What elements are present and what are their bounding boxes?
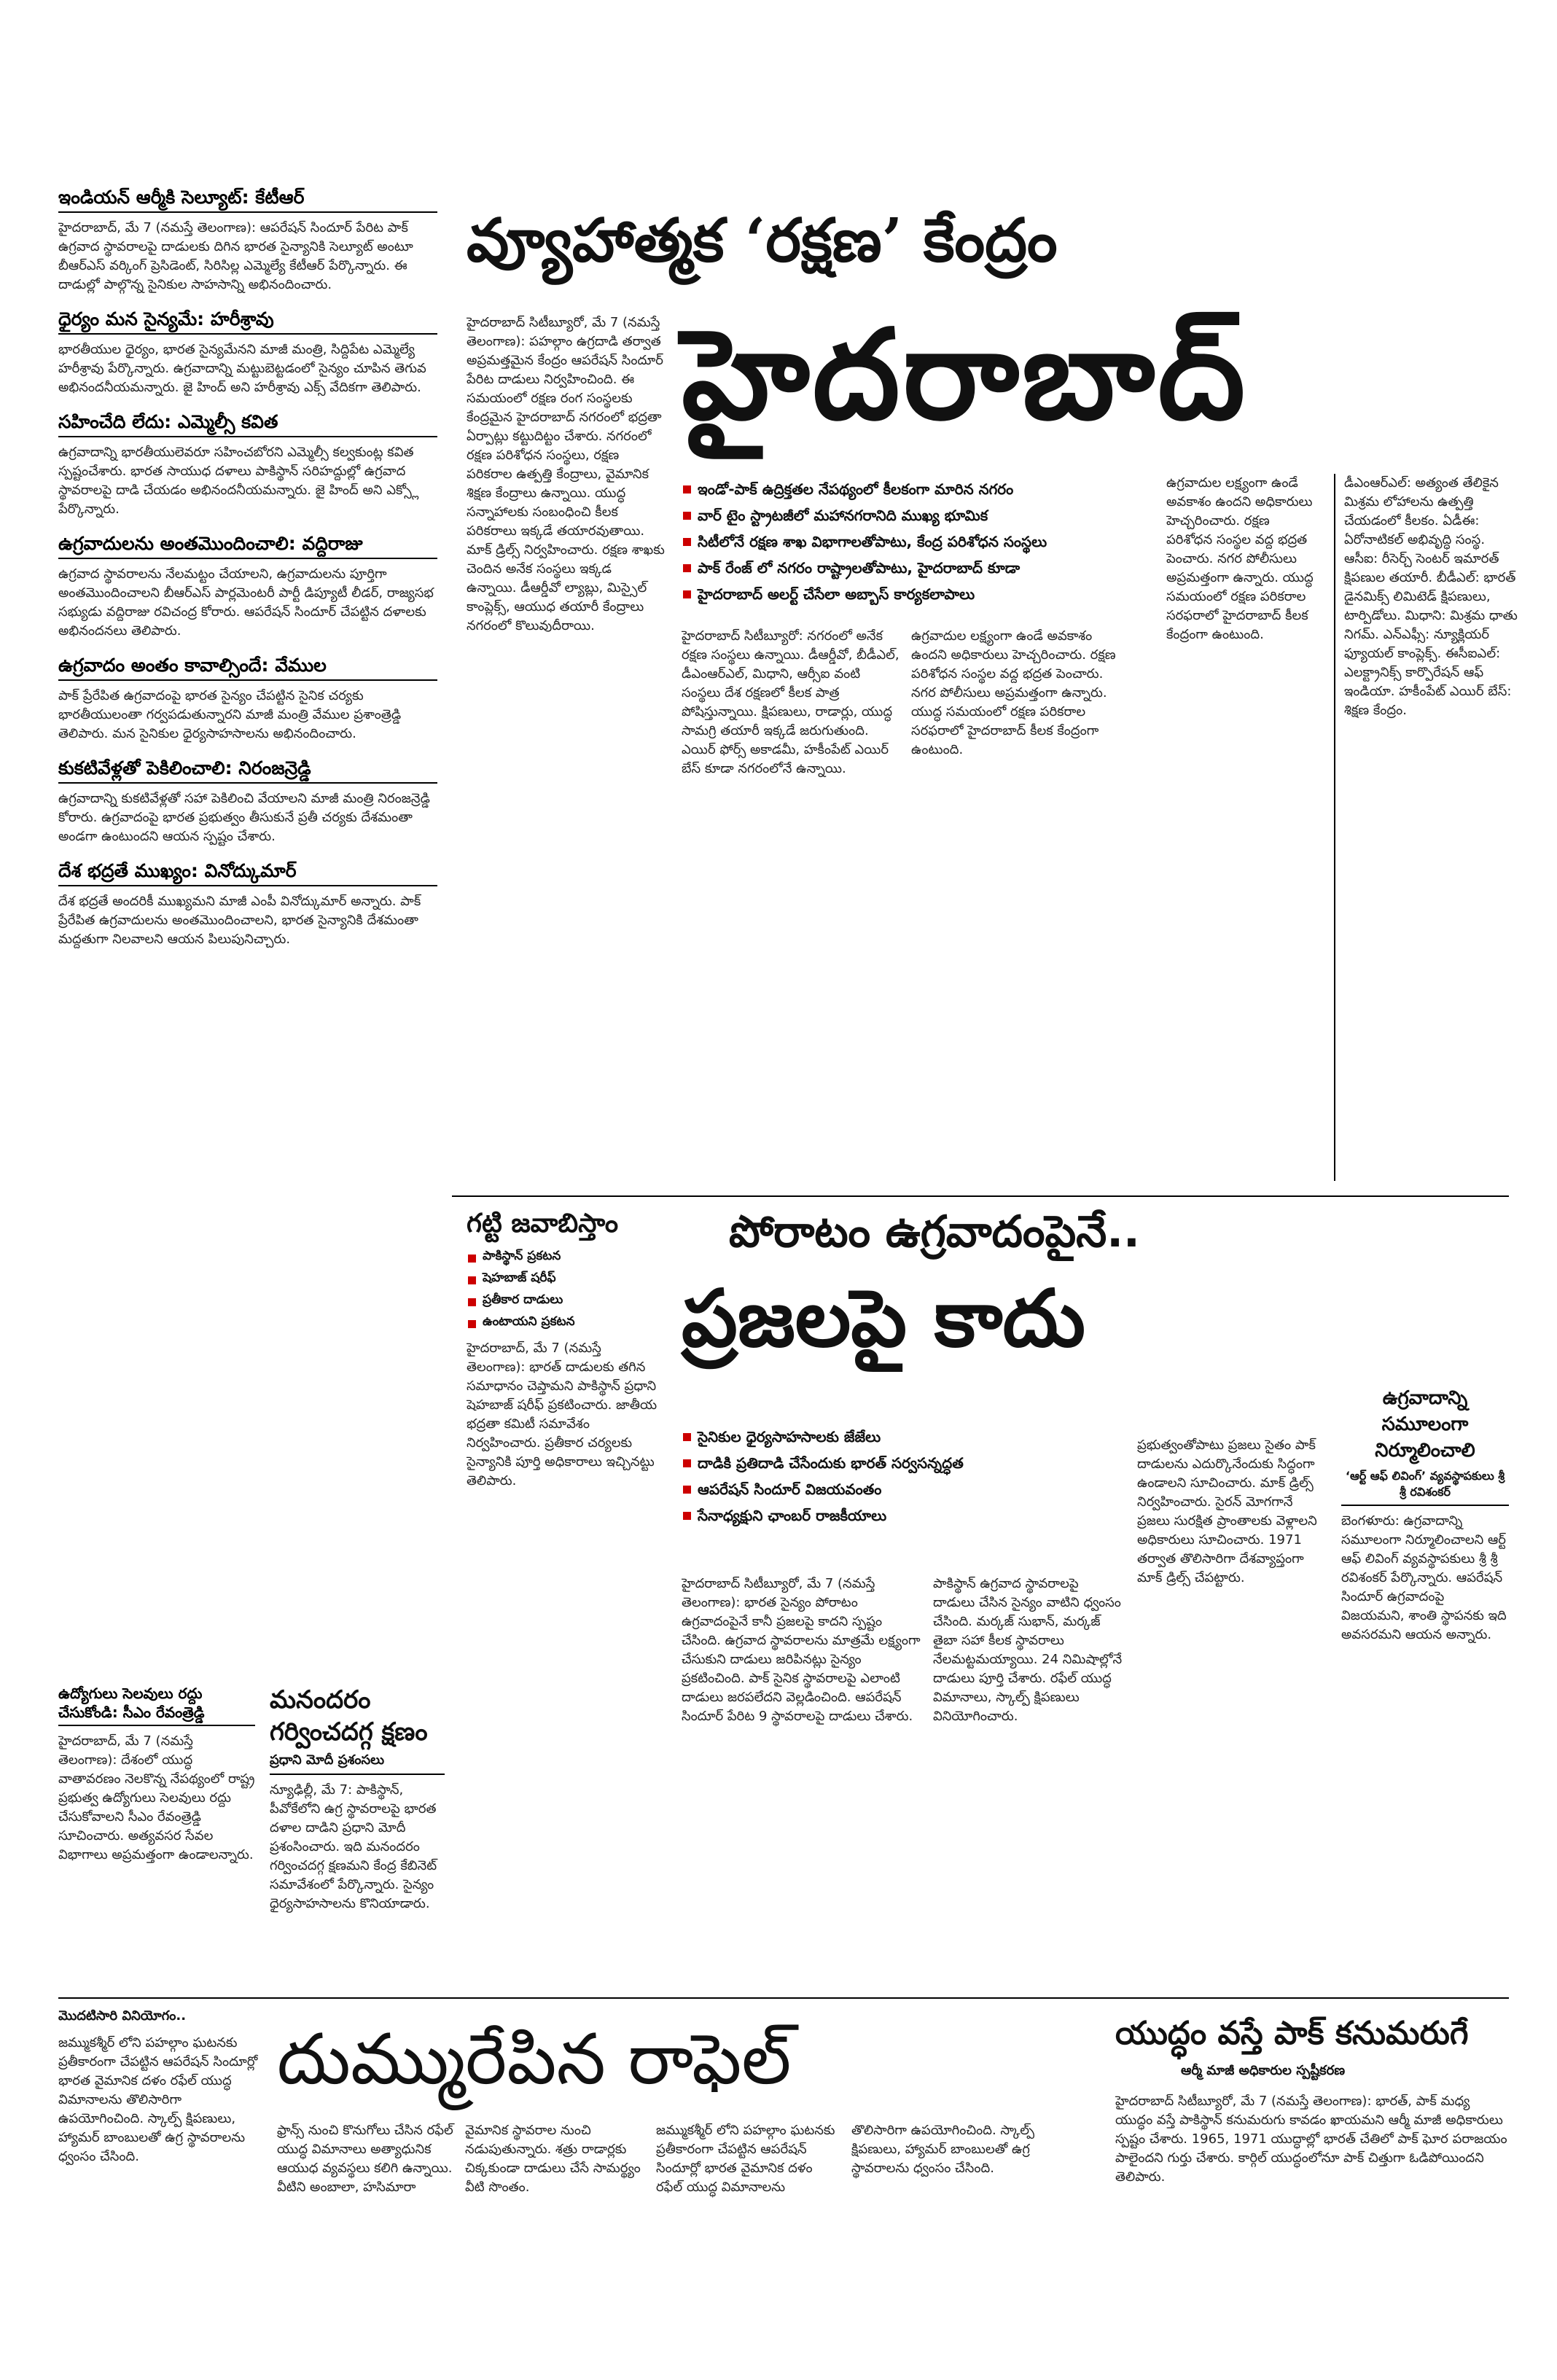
fight-body-col1: హైదరాబాద్ సిటీబ్యూరో, మే 7 (నమస్తే తెలంగాణ): భారత సైన్యం పోరాటం ఉగ్రవాదంపైనే కానీ ప్రజలపై కాదని స్పష్టం చేసింది. ఉగ్రవాద స్థావరాలను మాత్రమే లక్ష్యంగా చేసుకుని దాడులు జరిపినట్లు సైన్యం ప్రకటించింది. పాక్ సైనిక స్థావరాలపై ఎలాంటి దాడులు జరపలేదని వెల్లడించింది. ఆపరేషన్ సిందూర్ పేరిట 9 స్థావరాలపై దాడులు చేశారు. [682, 1576, 921, 1724]
rafale-body-col3: జమ్ముకశ్మీర్ లోని పహల్గాం ఘటనకు ప్రతీకారంగా చేపట్టిన ఆపరేషన్ సిందూర్లో భారత వైమానిక దళం రఫేల్ యుద్ధ విమానాలను తొలిసారిగా ఉపయోగించింది. స్కాల్ప్ క్షిపణులు, హ్యామర్ బాంబులతో ఉగ్ర స్థావరాలను ధ్వంసం చేసింది. [656, 2123, 1035, 2195]
brief-kcr [58, 186, 437, 294]
brief-title: ధైర్యం మన సైన్యమే: హరీశ్రావు [58, 308, 437, 335]
fight-bullets [682, 1421, 1090, 1526]
brief-body: ఉగ్రవాదాన్ని కుకటివేళ్లతో సహా పెకిలించి వేయాలని మాజీ మంత్రి నిరంజన్రెడ్డి కోరారు. ఉగ్రవాదంపై భారత ప్రభుత్వం తీసుకునే ప్రతీ చర్యకు దేశమంతా అండగా ఉంటుందని ఆయన స్పష్టం చేశారు. [58, 791, 430, 844]
lead-kicker: వ్యూహాత్మక ‘రక్షణ’ కేంద్రం [467, 206, 1058, 276]
quote-title: ఉగ్రవాదాన్ని సమూలంగా నిర్మూలించాలి [1375, 1387, 1475, 1462]
lead-bullet: పాక్ రేంజ్ లో నగరం రాష్ట్రాలతోపాటు, హైదరాబాద్ కూడా [682, 557, 1155, 579]
fight-body-col2: పాకిస్థాన్ ఉగ్రవాద స్థావరాలపై దాడులు చేసిన సైన్యం వాటిని ధ్వంసం చేసింది. మర్కజ్ సుభాన్, మర్కజ్ తైబా సహా కీలక స్థావరాలు నేలమట్టమయ్యాయి. 24 నిమిషాల్లోనే దాడులు పూర్తి చేశారు. రఫేల్ యుద్ధ విమానాలు, స్కాల్ప్ క్షిపణులు వినియోగించారు. [933, 1576, 1123, 1724]
lead-body-col4: ఉగ్రవాదుల లక్ష్యంగా ఉండే అవకాశం ఉందని అధికారులు హెచ్చరించారు. రక్షణ పరిశోధన సంస్థల వద్ద భద్రత పెంచారు. నగర పోలీసులు అప్రమత్తంగా ఉన్నారు. యుద్ధ సమయంలో రక్షణ పరికరాల సరఫరాలో హైదరాబాద్ కీలక కేంద్రంగా ఉంటుంది. [1166, 475, 1314, 642]
pm-title: మనందరం గర్వించదగ్గ క్షణం [270, 1685, 428, 1747]
brief-body: భారతీయుల ధైర్యం, భారత సైన్యమేనని మాజీ మంత్రి, సిద్దిపేట ఎమ్మెల్యే హరీశ్రావు పేర్కొన్నారు. ఉగ్రవాదాన్ని మట్టుబెట్టడంలో సైన్యం చూపిన తెగువ అభినందనీయమన్నారు. జై హింద్ అని హరీశ్రావు ఎక్స్ వేదికగా తెలిపారు. [58, 342, 426, 395]
strong-item: ఉంటాయని ప్రకటన [467, 1313, 663, 1330]
fight-kicker: పోరాటం ఉగ్రవాదంపైనే.. [729, 1206, 1140, 1257]
brief-body: ఉగ్రవాదాన్ని భారతీయులెవరూ సహించబోరని ఎమ్మెల్సీ కల్వకుంట్ల కవిత స్పష్టంచేశారు. భారత సాయుధ దళాలు పాకిస్థాన్ సరిహద్దుల్లో ఉగ్రవాద స్థావరాలపై దాడి చేయడం అభినందనీయమన్నారు. జై హింద్ అని ఎక్స్లో పేర్కొన్నారు. [58, 445, 419, 517]
rafale-body-col2: ఫ్రాన్స్ నుంచి కొనుగోలు చేసిన రఫేల్ యుద్ధ విమానాలు అత్యాధునిక ఆయుధ వ్యవస్థలు కలిగి ఉన్నాయి. వీటిని అంబాలా, హసిమారా వైమానిక స్థావరాల నుంచి నడుపుతున్నారు. శత్రు రాడార్లకు చిక్కకుండా దాడులు చేసే సామర్థ్యం వీటి సొంతం. [277, 2123, 641, 2195]
fight-body-col3: ప్రభుత్వంతోపాటు ప్రజలు సైతం పాక్ దాడులను ఎదుర్కొనేందుకు సిద్ధంగా ఉండాలని సూచించారు. మాక్ డ్రిల్స్ నిర్వహించారు. సైరన్ మోగగానే ప్రజలు సురక్షిత ప్రాంతాలకు వెళ్లాలని అధికారులు సూచించారు. 1971 తర్వాత తొలిసారిగా దేశవ్యాప్తంగా మాక్ డ్రిల్స్ చేపట్టారు. [1137, 1437, 1317, 1585]
brief-vaddiraju [58, 532, 437, 641]
cm-body: హైదరాబాద్, మే 7 (నమస్తే తెలంగాణ): దేశంలో యుద్ధ వాతావరణం నెలకొన్న నేపథ్యంలో రాష్ట్ర ప్రభుత్వ ఉద్యోగులు సెలవులు రద్దు చేసుకోవాలని సీఎం రేవంత్రెడ్డి సూచించారు. అత్యవసర సేవల విభాగాలు అప్రమత్తంగా ఉండాలన్నారు. [58, 1733, 255, 1862]
fight-bullet: దాడికి ప్రతిదాడి చేసేందుకు భారత్ సర్వసన్నద్ధత [682, 1452, 1090, 1474]
strong-reply-story [467, 1206, 663, 1965]
brief-title: సహించేది లేదు: ఎమ్మెల్సీ కవిత [58, 410, 437, 437]
lead-body-col2: హైదరాబాద్ సిటీబ్యూరో: నగరంలో అనేక రక్షణ సంస్థలు ఉన్నాయి. డీఆర్డీవో, బీడీఎల్, డీఎంఆర్ఎల్, మిధాని, ఆర్సీఐ వంటి సంస్థలు దేశ రక్షణలో కీలక పాత్ర పోషిస్తున్నాయి. క్షిపణులు, రాడార్లు, యుద్ధ సామగ్రి తయారీ ఇక్కడే జరుగుతుంది. ఎయిర్ ఫోర్స్ అకాడమీ, హకీంపేట్ ఎయిర్ బేస్ కూడా నగరంలోనే ఉన్నాయి. [682, 628, 900, 776]
lead-body-col1: హైదరాబాద్ సిటీబ్యూరో, మే 7 (నమస్తే తెలంగాణ): పహల్గాం ఉగ్రదాడి తర్వాత అప్రమత్తమైన కేంద్రం ఆపరేషన్ సిందూర్ పేరిట దాడులు నిర్వహించింది. ఈ సమయంలో రక్షణ రంగ సంస్థలకు కేంద్రమైన హైదరాబాద్ నగరంలో భద్రతా ఏర్పాట్లు కట్టుదిట్టం చేశారు. నగరంలో రక్షణ పరిశోధన సంస్థలు, రక్షణ పరికరాల ఉత్పత్తి కేంద్రాలు, వైమానిక శిక్షణ కేంద్రాలు ఉన్నాయి. యుద్ధ సన్నాహాలకు సంబంధించి కీలక పరికరాలు ఇక్కడే తయారవుతాయి. మాక్ డ్రిల్స్ నిర్వహించారు. రక్షణ శాఖకు చెందిన అనేక సంస్థలు ఇక్కడ ఉన్నాయి. డీఆర్డీవో ల్యాబ్లు, మిస్సైల్ కాంప్లెక్స్, ఆయుధ తయారీ కేంద్రాలు నగరంలో కొలువుదీరాయి. [467, 315, 665, 633]
war-subtitle: ఆర్మీ మాజీ అధికారుల స్పష్టీకరణ [1181, 2063, 1346, 2078]
fight-bullet: ఆపరేషన్ సిందూర్ విజయవంతం [682, 1478, 1090, 1500]
quote-body: బెంగళూరు: ఉగ్రవాదాన్ని సమూలంగా నిర్మూలించాలని ఆర్ట్ ఆఫ్ లివింగ్ వ్యవస్థాపకులు శ్రీ శ్రీ రవిశంకర్ పేర్కొన్నారు. ఆపరేషన్ సిందూర్ ఉగ్రవాదంపై విజయమని, శాంతి స్థాపనకు ఇది అవసరమని ఆయన అన్నారు. [1341, 1513, 1507, 1642]
rafale-body-col1: జమ్ముకశ్మీర్ లోని పహల్గాం ఘటనకు ప్రతీకారంగా చేపట్టిన ఆపరేషన్ సిందూర్లో భారత వైమానిక దళం రఫేల్ యుద్ధ విమానాలను తొలిసారిగా ఉపయోగించింది. స్కాల్ప్ క్షిపణులు, హ్యామర్ బాంబులతో ఉగ్ర స్థావరాలను ధ్వంసం చేసింది. [58, 2035, 258, 2164]
brief-title: ఇండియన్ ఆర్మీకి సెల్యూట్: కేటీఆర్ [58, 186, 437, 213]
fight-headline: ప్రజలపై కాదు [682, 1273, 1085, 1365]
brief-title: ఉగ్రవాదులను అంతమొందించాలి: వద్దిరాజు [58, 532, 437, 559]
brief-niranjan [58, 757, 437, 846]
left-briefs-column [58, 186, 437, 1556]
pm-body: న్యూఢిల్లీ, మే 7: పాకిస్థాన్, పీవోకేలోని ఉగ్ర స్థావరాలపై భారత దళాల దాడిని ప్రధాని మోదీ ప్రశంసించారు. ఇది మనందరం గర్వించదగ్గ క్షణమని కేంద్ర కేబినెట్ సమావేశంలో పేర్కొన్నారు. సైన్యం ధైర్యసాహసాలను కొనియాడారు. [270, 1782, 437, 1911]
quote-box [1341, 1385, 1509, 1968]
lead-sidebar [1334, 474, 1519, 1181]
strong-item: షెహబాజ్ షరీఫ్ [467, 1269, 663, 1287]
lead-bullets [682, 474, 1155, 605]
fight-bullet: సేనాధ్యక్షుని ఛాంబర్ రాజకీయాలు [682, 1505, 1090, 1526]
brief-body: దేశ భద్రతే అందరికీ ముఖ్యమని మాజీ ఎంపీ వినోద్కుమార్ అన్నారు. పాక్ ప్రేరేపిత ఉగ్రవాదులను అంతమొందించాలని, భారత సైన్యానికి దేశమంతా మద్దతుగా నిలవాలని ఆయన పిలుపునిచ్చారు. [58, 894, 421, 947]
cm-title: ఉద్యోగులు సెలవులు రద్దు చేసుకోండి: సీఎం రేవంత్రెడ్డి [58, 1684, 255, 1726]
strong-item: ప్రతీకార దాడులు [467, 1291, 663, 1308]
pm-subtitle: ప్రధాని మోదీ ప్రశంసలు [270, 1752, 445, 1775]
brief-vinod [58, 859, 437, 949]
brief-title: కుకటివేళ్లతో పెకిలించాలి: నిరంజన్రెడ్డి [58, 757, 437, 784]
lead-bullet: వార్ టైం స్ట్రాటజీలో మహానగరానిది ముఖ్య భూమిక [682, 504, 1155, 526]
strong-body: హైదరాబాద్, మే 7 (నమస్తే తెలంగాణ): భారత్ దాడులకు తగిన సమాధానం చెప్తామని పాకిస్థాన్ ప్రధాని షెహబాజ్ షరీఫ్ ప్రకటించారు. జాతీయ భద్రతా కమిటీ సమావేశం నిర్వహించారు. ప్రతీకార చర్యలకు సైన్యానికి పూర్తి అధికారాలు ఇచ్చినట్టు తెలిపారు. [467, 1341, 657, 1489]
lead-body-col3: ఉగ్రవాదుల లక్ష్యంగా ఉండే అవకాశం ఉందని అధికారులు హెచ్చరించారు. రక్షణ పరిశోధన సంస్థల వద్ద భద్రత పెంచారు. నగర పోలీసులు అప్రమత్తంగా ఉన్నారు. యుద్ధ సమయంలో రక్షణ పరికరాల సరఫరాలో హైదరాబాద్ కీలక కేంద్రంగా ఉంటుంది. [911, 628, 1116, 757]
lead-bullet: ఇండో-పాక్ ఉద్రిక్తతల నేపథ్యంలో కీలకంగా మారిన నగరం [682, 478, 1155, 500]
divider-horizontal [58, 1997, 1509, 1999]
brief-vemula [58, 654, 437, 744]
brief-title: దేశ భద్రతే ముఖ్యం: వినోద్కుమార్ [58, 859, 437, 886]
brief-harish [58, 308, 437, 397]
brief-title: ఉగ్రవాదం అంతం కావాల్సిందే: వేముల [58, 654, 437, 681]
strong-item: పాకిస్థాన్ ప్రకటన [467, 1247, 663, 1265]
fight-bullet: సైనికుల ధైర్యసాహసాలకు జేజేలు [682, 1426, 1090, 1448]
lead-headline: హైదరాబాద్ [682, 303, 1249, 448]
rafale-intro: మొదటిసారి వినియోగం.. [58, 2008, 187, 2024]
brief-body: పాక్ ప్రేరేపిత ఉగ్రవాదంపై భారత సైన్యం చేపట్టిన సైనిక చర్యకు భారతీయులంతా గర్వపడుతున్నారని మాజీ మంత్రి వేముల ప్రశాంత్రెడ్డి తెలిపారు. మన సైనికుల ధైర్యసాహసాలను అభినందించారు. [58, 688, 402, 741]
rafale-headline: దుమ్మురేపిన రాఫెల్ [277, 2018, 792, 2100]
sidebar-text: డీఎంఆర్ఎల్: అత్యంత తేలికైన మిశ్రమ లోహాలను ఉత్పత్తి చేయడంలో కీలకం. ఏడీఈ: ఏరోనాటికల్ అభివృద్ధి సంస్థ. ఆసీఐ: రీసెర్చ్ సెంటర్ ఇమారత్ క్షిపణుల తయారీ. బీడీఎల్: భారత్ డైనమిక్స్ లిమిటెడ్ క్షిపణులు, టార్పిడోలు. మిధాని: మిశ్రమ ధాతు నిగమ్. ఎన్ఎఫ్సీ: న్యూక్లియర్ ఫ్యూయల్ కాంప్లెక్స్. ఈసీఐఎల్: ఎలక్ట్రానిక్స్ కార్పొరేషన్ ఆఫ్ ఇండియా. హకీంపేట్ ఎయిర్ బేస్: శిక్షణ కేంద్రం. [1344, 475, 1518, 718]
quote-subtitle: ‘ఆర్ట్ ఆఫ్ లివింగ్’ వ్యవస్థాపకులు శ్రీ శ్రీ రవిశంకర్ [1341, 1464, 1509, 1506]
brief-kavitha [58, 410, 437, 519]
war-headline: యుద్ధం వస్తే పాక్ కనుమరుగే [1115, 2015, 1469, 2052]
brief-body: హైదరాబాద్, మే 7 (నమస్తే తెలంగాణ): ఆపరేషన్ సిందూర్ పేరిట పాక్ ఉగ్రవాద స్థావరాలపై దాడులకు దిగిన భారత సైన్యానికి సెల్యూట్ అంటూ బీఆర్ఎస్ వర్కింగ్ ప్రెసిడెంట్, సిరిసిల్ల ఎమ్మెల్యే కేటీఆర్ పేర్కొన్నారు. ఈ దాడుల్లో పాల్గొన్న సైనికుల సాహసాన్ని అభినందించారు. [58, 220, 413, 292]
brief-body: ఉగ్రవాద స్థావరాలను నేలమట్టం చేయాలని, ఉగ్రవాదులను పూర్తిగా అంతమొందించాలని బీఆర్ఎస్ పార్లమెంటరీ పార్టీ డిప్యూటీ లీడర్, రాజ్యసభ సభ్యుడు వద్దిరాజు రవిచంద్ర కోరారు. ఆపరేషన్ సిందూర్ చేపట్టిన దళాలకు అభినందనలు తెలిపారు. [58, 566, 434, 639]
divider-horizontal [452, 1195, 1509, 1197]
lead-bullet: హైదరాబాద్ అలర్ట్ చేసేలా అబ్బాస్ కార్యకలాపాలు [682, 583, 1155, 605]
lead-bullet: సిటీలోనే రక్షణ శాఖ విభాగాలతోపాటు, కేంద్ర పరిశోధన సంస్థలు [682, 531, 1155, 553]
strong-title: గట్టి జవాబిస్తాం [467, 1209, 619, 1238]
cm-story [58, 1684, 255, 2092]
war-body: హైదరాబాద్ సిటీబ్యూరో, మే 7 (నమస్తే తెలంగాణ): భారత్, పాక్ మధ్య యుద్ధం వస్తే పాకిస్థాన్ కనుమరుగు కావడం ఖాయమని ఆర్మీ మాజీ అధికారులు స్పష్టం చేశారు. 1965, 1971 యుద్ధాల్లో భారత్ చేతిలో పాక్ ఘోర పరాజయం పాలైందని గుర్తు చేశారు. కార్గిల్ యుద్ధంలోనూ పాక్ చిత్తుగా ఓడిపోయిందని తెలిపారు. [1115, 2094, 1507, 2185]
